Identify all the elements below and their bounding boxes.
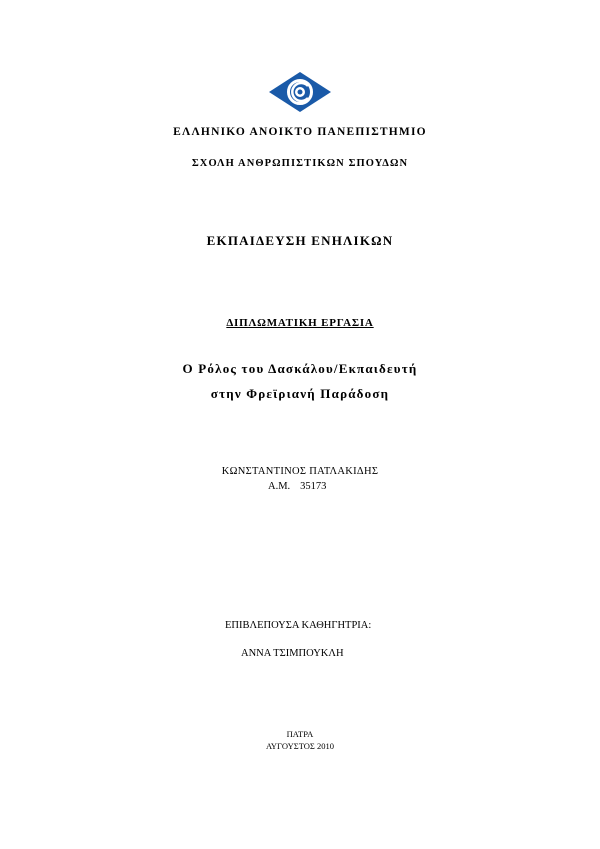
student-id bbox=[268, 481, 326, 492]
school-name: ΣΧΟΛΗ ΑΝΘΡΩΠΙΣΤΙΚΩΝ ΣΠΟΥΔΩΝ bbox=[191, 158, 409, 169]
university-name: ΕΛΛΗΝΙΚΟ ΑΝΟΙΚΤΟ ΠΑΝΕΠΙΣΤΗΜΙΟ bbox=[173, 126, 427, 138]
supervisor-label: ΕΠΙΒΛΕΠΟΥΣΑ ΚΑΘΗΓΗΤΡΙΑ: bbox=[225, 620, 372, 631]
thesis-title-line-2: στην Φρεϊριανή Παράδοση bbox=[210, 386, 390, 401]
program-name: ΕΚΠΑΙΔΕΥΣΗ ΕΝΗΛΙΚΩΝ bbox=[206, 233, 394, 248]
student-id-label: Α.Μ. bbox=[268, 481, 291, 492]
supervisor-name: ΑΝΝΑ ΤΣΙΜΠΟΥΚΛΗ bbox=[241, 648, 344, 659]
city: ΠΑΤΡΑ bbox=[286, 729, 314, 739]
thesis-type: ΔΙΠΛΩΜΑΤΙΚΗ ΕΡΓΑΣΙΑ bbox=[226, 317, 374, 329]
thesis-title-line-1: Ο Ρόλος του Δασκάλου/Εκπαιδευτή bbox=[182, 361, 418, 376]
date: ΑΥΓΟΥΣΤΟΣ 2010 bbox=[266, 741, 334, 751]
university-logo-icon bbox=[269, 72, 331, 112]
author-name: ΚΩΝΣΤΑΝΤΙΝΟΣ ΠΑΤΛΑΚΙΔΗΣ bbox=[221, 466, 379, 477]
student-id-value: 35173 bbox=[300, 481, 327, 492]
